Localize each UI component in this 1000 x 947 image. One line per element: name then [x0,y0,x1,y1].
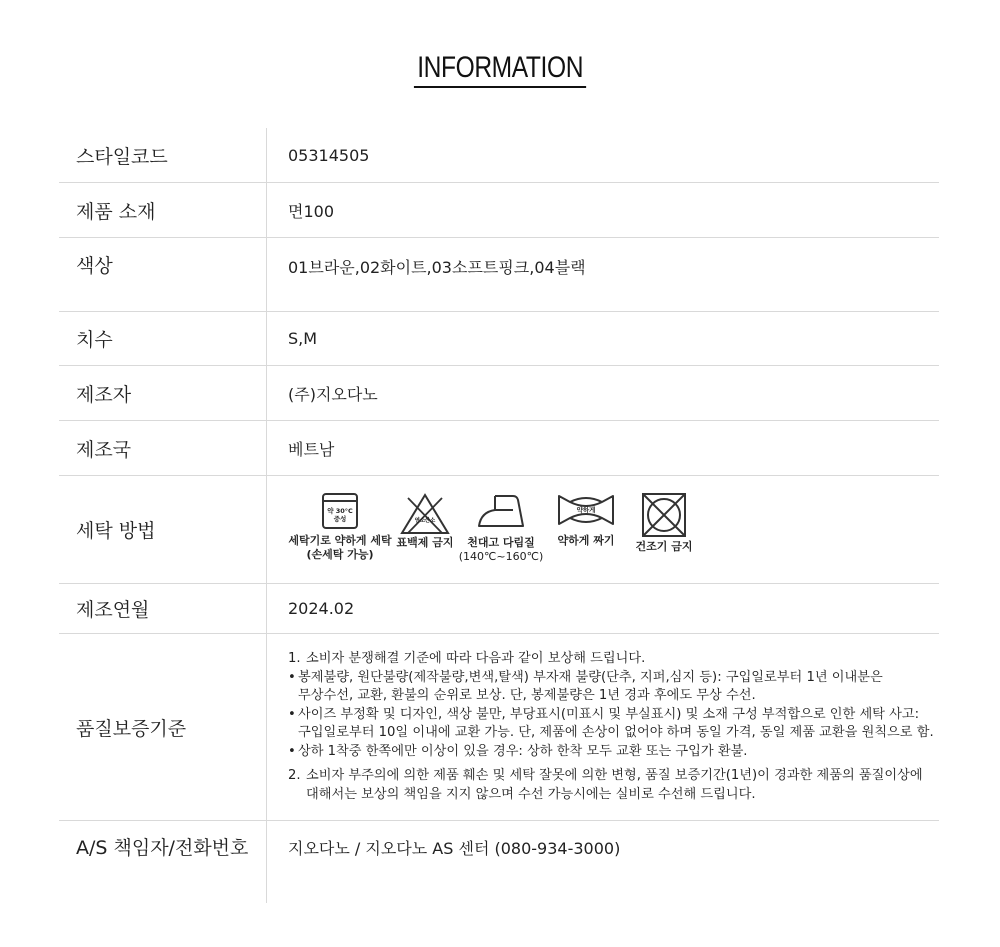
row-label: 제조연월 [59,584,267,633]
bullet-text-cont: 구입일로부터 10일 이내에 교환 가능. 단, 제품에 손상이 없어야 하며 동일 가격, 동일 제품 교환을 원칙으로 함. [298,725,934,740]
row-value: 지오다노 / 지오다노 AS 센터 (080-934-3000) [288,839,621,858]
row-value: 면100 [288,201,334,221]
item-text-cont: 대해서는 보상의 책임을 지지 않으며 수선 가능시에는 실비로 수선해 드립니다. [306,786,756,802]
title-wrap [0,50,1000,88]
wring-inner: 약하게 [576,506,596,514]
wash-caption [288,534,391,562]
row-label: 품질보증기준 [59,634,267,820]
table-row-manufacturer [59,366,939,421]
caption-line: (140℃~160℃) [458,550,544,563]
caption-line: (손세탁 가능) [306,548,374,561]
wash-inner-1: 약 30°C [327,507,353,515]
row-label: 치수 [59,312,267,365]
caption-line: 약하게 짜기 [557,534,615,547]
warranty-bullet [288,706,934,725]
item-number: 2. [288,768,301,783]
bleach-item [392,492,458,550]
wring-item [544,492,628,548]
wash-inner-2: 중성 [333,515,347,523]
table-row-color [59,238,939,312]
bullet-dot: • [288,669,296,685]
bullet-text: 상하 1착중 한쪽에만 이상이 있을 경우: 상하 한착 모두 교환 또는 구입가 환불. [298,743,748,759]
warranty-item-1 [288,650,934,669]
wash-item [288,492,392,562]
warranty-bullet [288,669,934,688]
wring-caption [558,534,615,548]
bleach-inner-1: 염소 [414,518,426,524]
table-row-style-code [59,128,939,183]
row-value: 01브라운,02화이트,03소프트핑크,04블랙 [288,258,586,277]
bullet-text: 봉제불량, 원단불량(제작불량,변색,탈색) 부자재 불량(단추, 지퍼,심지 등): 구입일로부터 1년 이내분은 [298,669,883,685]
table-row-material [59,183,939,238]
item-number: 1. [288,651,301,666]
row-value: S,M [288,329,318,348]
row-label: 제품 소재 [59,183,267,237]
warranty-item-2 [288,767,934,786]
no-tumble-dry-icon [641,492,687,538]
warranty-text [288,634,934,804]
bullet-text-cont: 무상수선, 교환, 환불의 순위로 보상. 단, 봉제불량은 1년 경과 후에도 무상 수선. [298,688,756,703]
table-row-warranty [59,634,939,821]
bleach-inner-2: 산소 [424,518,436,524]
caption-line: 천대고 다림질 [467,536,535,549]
row-label: A/S 책임자/전화번호 [59,821,267,903]
info-table [59,128,939,903]
page-title: INFORMATION [414,50,586,88]
row-label: 제조국 [59,421,267,475]
bleach-caption [397,536,454,550]
iron-icon [475,492,527,532]
row-value: 05314505 [288,145,370,165]
bullet-text: 사이즈 부정확 및 디자인, 색상 불만, 부당표시(미표시 및 부실표시) 및 소재 구성 부적합으로 인한 세탁 사고: [298,706,920,722]
iron-item [458,492,544,564]
dry-item [628,492,700,554]
wring-icon [556,492,616,528]
wash-icons [288,476,700,564]
row-label: 제조자 [59,366,267,420]
dry-caption [636,540,693,554]
item-text: 소비자 분쟁해결 기준에 따라 다음과 같이 보상해 드립니다. [306,651,646,666]
table-row-date [59,584,939,634]
row-value: 2024.02 [288,599,355,618]
row-value: (주)지오다노 [288,384,378,404]
no-bleach-icon [399,492,451,536]
iron-caption [459,536,544,564]
warranty-bullet [288,743,934,762]
row-label: 스타일코드 [59,128,267,182]
row-label: 색상 [59,238,267,311]
row-value: 베트남 [288,439,335,459]
caption-line: 건조기 금지 [635,540,693,553]
bullet-dot: • [288,743,296,759]
row-label: 세탁 방법 [59,476,267,583]
wash-icons-cell [267,476,939,583]
caption-line: 표백제 금지 [396,536,454,549]
table-row-as [59,821,939,903]
table-row-size [59,312,939,366]
warranty-cell [267,634,939,820]
caption-line: 세탁기로 약하게 세탁 [288,534,392,547]
table-row-wash [59,476,939,584]
wash-tub-icon [321,492,359,530]
bullet-dot: • [288,706,296,722]
table-row-country [59,421,939,476]
item-text: 소비자 부주의에 의한 제품 훼손 및 세탁 잘못에 의한 변형, 품질 보증기간(1년)이 경과한 제품의 품질이상에 [306,768,923,783]
